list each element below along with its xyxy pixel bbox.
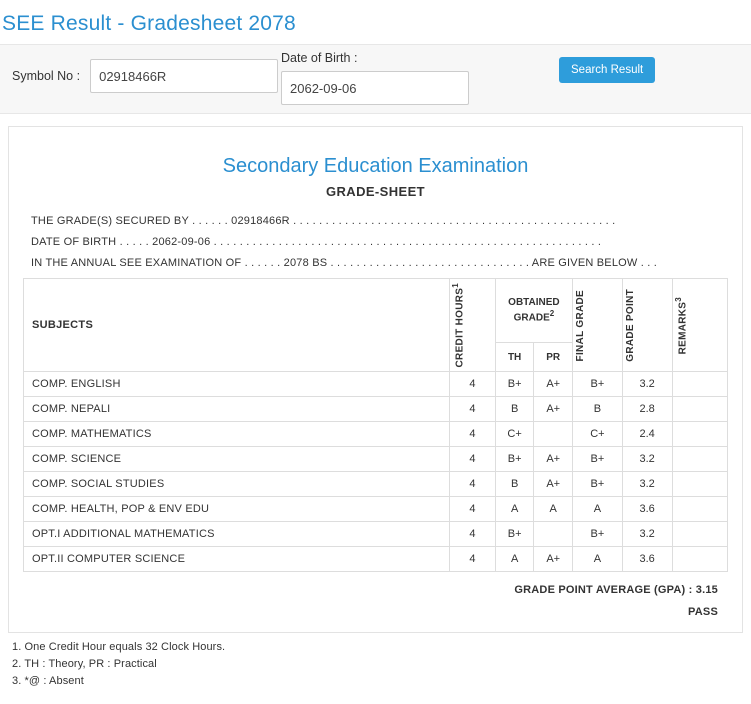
header-obtained-grade-label: OBTAINED GRADE	[508, 296, 560, 324]
cell-remarks	[672, 397, 728, 422]
header-obtained-grade-sup: 2	[549, 309, 555, 319]
exam-title: Secondary Education Examination	[222, 155, 529, 177]
header-remarks	[672, 279, 728, 372]
cell-subject: OPT.II COMPUTER SCIENCE	[24, 547, 450, 572]
header-credit-hours-label: CREDIT HOURS	[454, 287, 466, 368]
cell-th: B	[495, 472, 534, 497]
cell-subject: COMP. SCIENCE	[24, 447, 450, 472]
table-row	[24, 522, 728, 547]
cell-credit: 4	[449, 372, 495, 397]
dob-field-group	[281, 51, 469, 105]
header-grade-point	[622, 279, 672, 372]
cell-th: B+	[495, 447, 534, 472]
table-row	[24, 472, 728, 497]
cell-pr: A+	[534, 397, 573, 422]
cell-pr: A+	[534, 372, 573, 397]
symbol-no-input[interactable]	[90, 59, 278, 93]
cell-final: B	[573, 397, 623, 422]
header-final-grade-label: FINAL GRADE	[575, 289, 587, 361]
header-obtained-grade	[495, 279, 572, 343]
cell-gp: 3.2	[622, 447, 672, 472]
gpa-line: GRADE POINT AVERAGE (GPA) : 3.15	[514, 584, 718, 597]
cell-final: B+	[573, 447, 623, 472]
header-theory: TH	[495, 343, 534, 372]
cell-gp: 3.6	[622, 547, 672, 572]
cell-subject: COMP. ENGLISH	[24, 372, 450, 397]
cell-th: C+	[495, 422, 534, 447]
header-credit-hours-sup: 1	[450, 283, 460, 288]
cell-pr: A	[534, 497, 573, 522]
cell-th: A	[495, 497, 534, 522]
footnote-2: 2. TH : Theory, PR : Practical	[12, 658, 157, 671]
cell-final: C+	[573, 422, 623, 447]
cell-credit: 4	[449, 472, 495, 497]
cell-gp: 3.2	[622, 372, 672, 397]
cell-th: B+	[495, 372, 534, 397]
cell-subject: COMP. SOCIAL STUDIES	[24, 472, 450, 497]
cell-gp: 3.2	[622, 522, 672, 547]
cell-subject: OPT.I ADDITIONAL MATHEMATICS	[24, 522, 450, 547]
symbol-no-field-group	[12, 59, 278, 93]
table-row	[24, 447, 728, 472]
cell-remarks	[672, 522, 728, 547]
header-remarks-sup: 3	[673, 296, 683, 302]
cell-remarks	[672, 422, 728, 447]
cell-credit: 4	[449, 522, 495, 547]
footnotes	[12, 641, 751, 687]
cell-remarks	[672, 547, 728, 572]
cell-final: B+	[573, 522, 623, 547]
cell-subject: COMP. MATHEMATICS	[24, 422, 450, 447]
dob-label: Date of Birth :	[281, 51, 358, 65]
table-row	[24, 497, 728, 522]
cell-remarks	[672, 472, 728, 497]
table-row	[24, 422, 728, 447]
grade-sheet-title: GRADE-SHEET	[325, 184, 426, 199]
grades-table	[23, 278, 728, 572]
header-credit-hours	[449, 279, 495, 372]
info-line-symbol: THE GRADE(S) SECURED BY . . . . . . 02918466R . . . . . . . . . . . . . . . . . . . . . . . . . . . . . . . . . . . . . . . . . . . . . . . . . .	[31, 215, 616, 227]
info-line-dob: DATE OF BIRTH . . . . . 2062-09-06 . . . . . . . . . . . . . . . . . . . . . . . . . . . . . . . . . . . . . . . . . . . . . . . . . . . . . . . . . . . .	[31, 236, 602, 248]
result-panel	[8, 126, 743, 633]
search-result-button[interactable]: Search Result	[559, 57, 655, 83]
status-badge: PASS	[688, 606, 718, 619]
table-header-row	[24, 279, 728, 343]
header-practical: PR	[534, 343, 573, 372]
footnote-3: 3. *@ : Absent	[12, 675, 84, 688]
cell-pr: A+	[534, 447, 573, 472]
page-title: SEE Result - Gradesheet 2078	[2, 12, 296, 35]
cell-gp: 2.4	[622, 422, 672, 447]
cell-credit: 4	[449, 447, 495, 472]
cell-credit: 4	[449, 422, 495, 447]
cell-credit: 4	[449, 497, 495, 522]
table-row	[24, 372, 728, 397]
dob-input[interactable]	[281, 71, 469, 105]
cell-final: B+	[573, 472, 623, 497]
cell-credit: 4	[449, 547, 495, 572]
header-subjects: SUBJECTS	[24, 279, 450, 372]
cell-gp: 2.8	[622, 397, 672, 422]
cell-remarks	[672, 447, 728, 472]
cell-credit: 4	[449, 397, 495, 422]
info-line-exam: IN THE ANNUAL SEE EXAMINATION OF . . . . . . 2078 BS . . . . . . . . . . . . . . . . . . . . . . . . . . . . . . . ARE GIVEN BELOW . . .	[31, 257, 658, 269]
cell-pr: A+	[534, 547, 573, 572]
cell-subject: COMP. NEPALI	[24, 397, 450, 422]
header-final-grade	[573, 279, 623, 372]
cell-th: A	[495, 547, 534, 572]
header-grade-point-label: GRADE POINT	[624, 288, 636, 362]
cell-final: B+	[573, 372, 623, 397]
cell-final: A	[573, 497, 623, 522]
cell-th: B	[495, 397, 534, 422]
table-row	[24, 547, 728, 572]
cell-remarks	[672, 497, 728, 522]
header-remarks-label: REMARKS	[676, 301, 688, 354]
cell-gp: 3.2	[622, 472, 672, 497]
cell-pr	[534, 522, 573, 547]
cell-gp: 3.6	[622, 497, 672, 522]
symbol-no-label: Symbol No :	[12, 69, 81, 83]
search-bar	[0, 44, 751, 114]
cell-remarks	[672, 372, 728, 397]
cell-final: A	[573, 547, 623, 572]
cell-th: B+	[495, 522, 534, 547]
grades-table-body	[24, 372, 728, 572]
footnote-1: 1. One Credit Hour equals 32 Clock Hours.	[12, 641, 226, 654]
table-row	[24, 397, 728, 422]
cell-pr	[534, 422, 573, 447]
cell-subject: COMP. HEALTH, POP & ENV EDU	[24, 497, 450, 522]
cell-pr: A+	[534, 472, 573, 497]
